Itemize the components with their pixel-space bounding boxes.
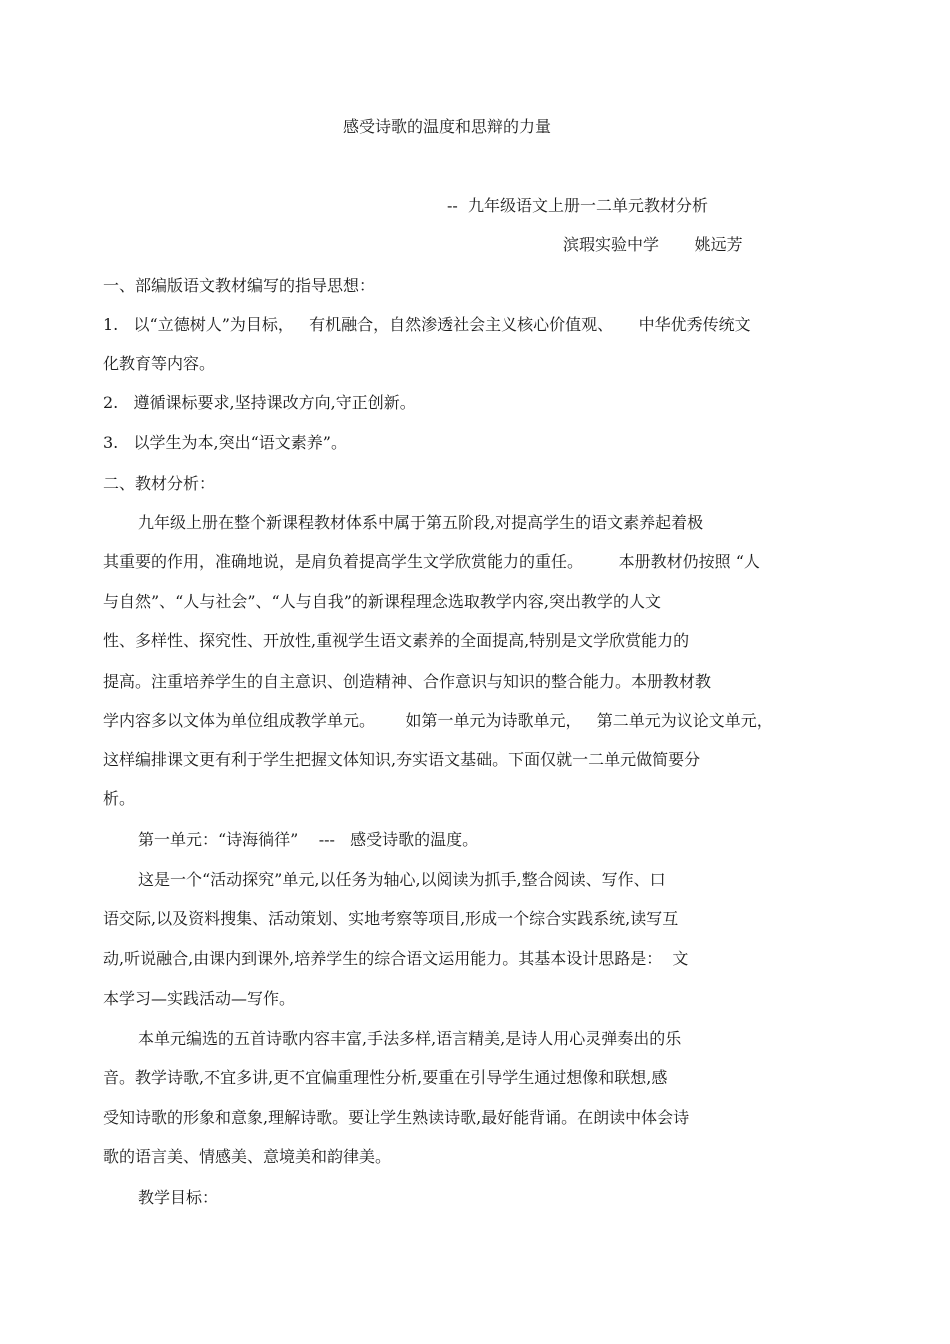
paragraph-line: 语交际,以及资料搜集、活动策划、实地考察等项目,形成一个综合实践系统,读写互 — [103, 909, 679, 928]
section-heading-2: 二、教材分析： — [103, 474, 216, 493]
list-item-2: 2. 遵循课标要求,坚持课改方向,守正创新。 — [103, 393, 416, 412]
paragraph-line: 与自然”、“人与社会”、“人与自我”的新课程理念选取教学内容,突出教学的人文 — [103, 592, 661, 611]
author-line: 滨瑕实验中学 姚远芳 — [563, 235, 743, 254]
paragraph-line: 这是一个“活动探究”单元,以任务为轴心,以阅读为抓手,整合阅读、写作、口 — [138, 870, 666, 889]
paragraph-line: 性、多样性、探究性、开放性,重视学生语文素养的全面提高,特别是文学欣赏能力的 — [103, 631, 690, 650]
paragraph-line: 这样编排课文更有利于学生把握文体知识,夯实语文基础。下面仅就一二单元做简要分 — [103, 750, 701, 769]
section-heading-1: 一、部编版语文教材编写的指导思想： — [103, 276, 376, 295]
paragraph-line: 音。教学诗歌,不宜多讲,更不宜偏重理性分析,要重在引导学生通过想像和联想,感 — [103, 1068, 668, 1087]
teaching-goals-heading: 教学目标： — [138, 1188, 219, 1207]
paragraph-line: 学内容多以文体为单位组成教学单元。 如第一单元为诗歌单元， 第二单元为议论文单元， — [103, 711, 773, 730]
paragraph-line: 动,听说融合,由课内到课外,培养学生的综合语文运用能力。其基本设计思路是： 文 — [103, 949, 689, 968]
list-item-1-line-1: 1. 以“立德树人”为目标， 有机融合，自然渗透社会主义核心价值观、 中华优秀传统文 — [103, 315, 751, 334]
paragraph-line: 提高。注重培养学生的自主意识、创造精神、合作意识与知识的整合能力。本册教材教 — [103, 672, 712, 691]
list-item-1-line-2: 化教育等内容。 — [103, 354, 216, 373]
unit-1-heading: 第一单元：“诗海徜徉” --- 感受诗歌的温度。 — [138, 830, 479, 849]
paragraph-line: 受知诗歌的形象和意象,理解诗歌。要让学生熟读诗歌,最好能背诵。在朗读中体会诗 — [103, 1108, 690, 1127]
paragraph-line: 其重要的作用，准确地说，是肩负着提高学生文学欣赏能力的重任。 本册教材仍按照 “人 — [103, 552, 760, 571]
paragraph-line: 析。 — [103, 789, 136, 808]
subtitle: -- 九年级语文上册一二单元教材分析 — [447, 196, 708, 215]
page-title: 感受诗歌的温度和思辩的力量 — [343, 117, 552, 136]
paragraph-line: 歌的语言美、情感美、意境美和韵律美。 — [103, 1147, 392, 1166]
paragraph-line: 九年级上册在整个新课程教材体系中属于第五阶段,对提高学生的语文素养起着极 — [138, 513, 704, 532]
paragraph-line: 本单元编选的五首诗歌内容丰富,手法多样,语言精美,是诗人用心灵弹奏出的乐 — [138, 1029, 682, 1048]
paragraph-line: 本学习—实践活动—写作。 — [103, 989, 296, 1008]
list-item-3: 3. 以学生为本,突出“语文素养”。 — [103, 433, 347, 452]
